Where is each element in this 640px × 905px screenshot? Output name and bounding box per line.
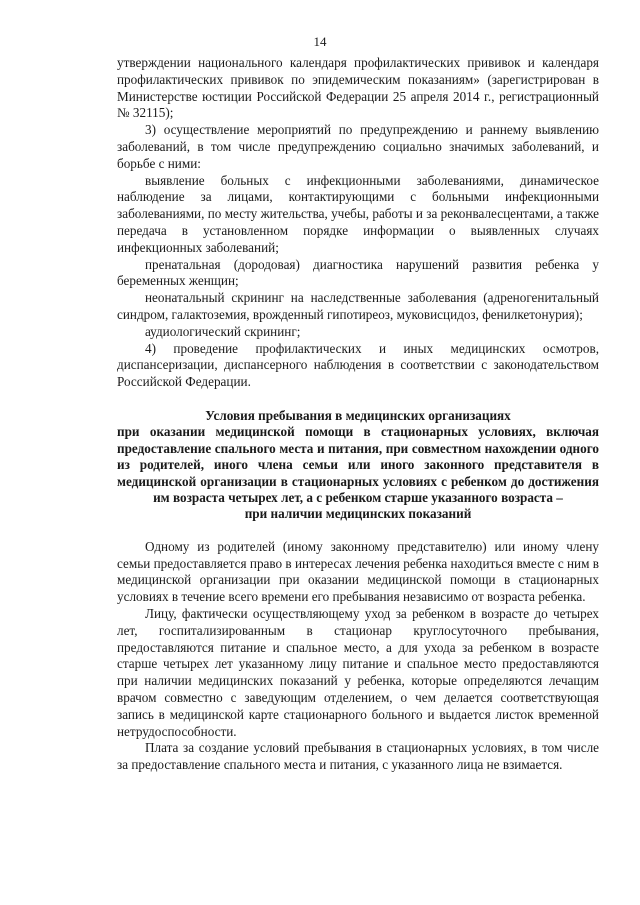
paragraph: 3) осуществление мероприятий по предупреждению и раннему выявлению заболеваний, в том числе предупреждению социально значимых заболеваний, и борьбе с ними: bbox=[117, 122, 599, 171]
section-heading-line: Условия пребывания в медицинских организациях bbox=[205, 407, 511, 423]
page-content bbox=[117, 55, 599, 774]
paragraph: неонатальный скрининг на наследственные заболевания (адреногенитальный синдром, галактоземия, врожденный гипотиреоз, муковисцидоз, фенилкетонурия); bbox=[117, 290, 599, 322]
paragraph: Лицу, фактически осуществляющему уход за ребенком в возрасте до четырех лет, госпитализированным в стационар круглосуточного пребывания, предоставляются питание и спальное место, а для ухода за ребенком в возрасте старше четырех лет указанному лицу питание и спальное место предоставляются при наличии медицинских показаний у ребенка, которые определяются лечащим врачом совместно с заведующим отделением, о чем делается соответствующая запись в медицинской карте стационарного больного и выдается листок временной нетрудоспособности. bbox=[117, 605, 599, 739]
section-heading-line: при наличии медицинских показаний bbox=[244, 506, 472, 522]
paragraph: утверждении национального календаря профилактических прививок и календаря профилактических прививок по эпидемическим показаниям» (зарегистрирован в Министерстве юстиции Российской Федерации 25 апреля 2014 г., регистрационный № 32115); bbox=[117, 55, 599, 121]
page-number: 14 bbox=[313, 34, 327, 49]
paragraph: 4) проведение профилактических и иных медицинских осмотров, диспансеризации, диспансерного наблюдения в соответствии с законодательством Российской Федерации. bbox=[117, 340, 599, 390]
paragraph: пренатальная (дородовая) диагностика нарушений развития ребенка у беременных женщин; bbox=[117, 256, 599, 289]
paragraph: Плата за создание условий пребывания в стационарных условиях, в том числе за предоставление спального места и питания, с указанного лица не взимается. bbox=[117, 740, 599, 773]
paragraph: Одному из родителей (иному законному представителю) или иному члену семьи предоставляется право в интересах лечения ребенка находиться вместе с ним в медицинской организации при оказании медицинской помощи в стационарных условиях в течение всего времени его пребывания независимо от возраста ребенка. bbox=[117, 538, 599, 605]
section-heading bbox=[117, 408, 599, 523]
section-heading-body: при оказании медицинской помощи в стационарных условиях, включая предоставление спального места и питания, при совместном нахождении одного из родителей, иного члена семьи или иного законного представителя в медицинской организации в стационарных условиях с ребенком до достижения им возраста четырех лет, а с ребенком старше указанного возраста – bbox=[117, 424, 599, 505]
paragraph: аудиологический скрининг; bbox=[145, 323, 301, 339]
paragraph: выявление больных с инфекционными заболеваниями, динамическое наблюдение за лицами, контактирующими с больными инфекционными заболеваниями, по месту жительства, учебы, работы и за реконвалесцентами, а также передача в установленном порядке информации о выявленных случаях инфекционных заболеваний; bbox=[117, 172, 599, 255]
